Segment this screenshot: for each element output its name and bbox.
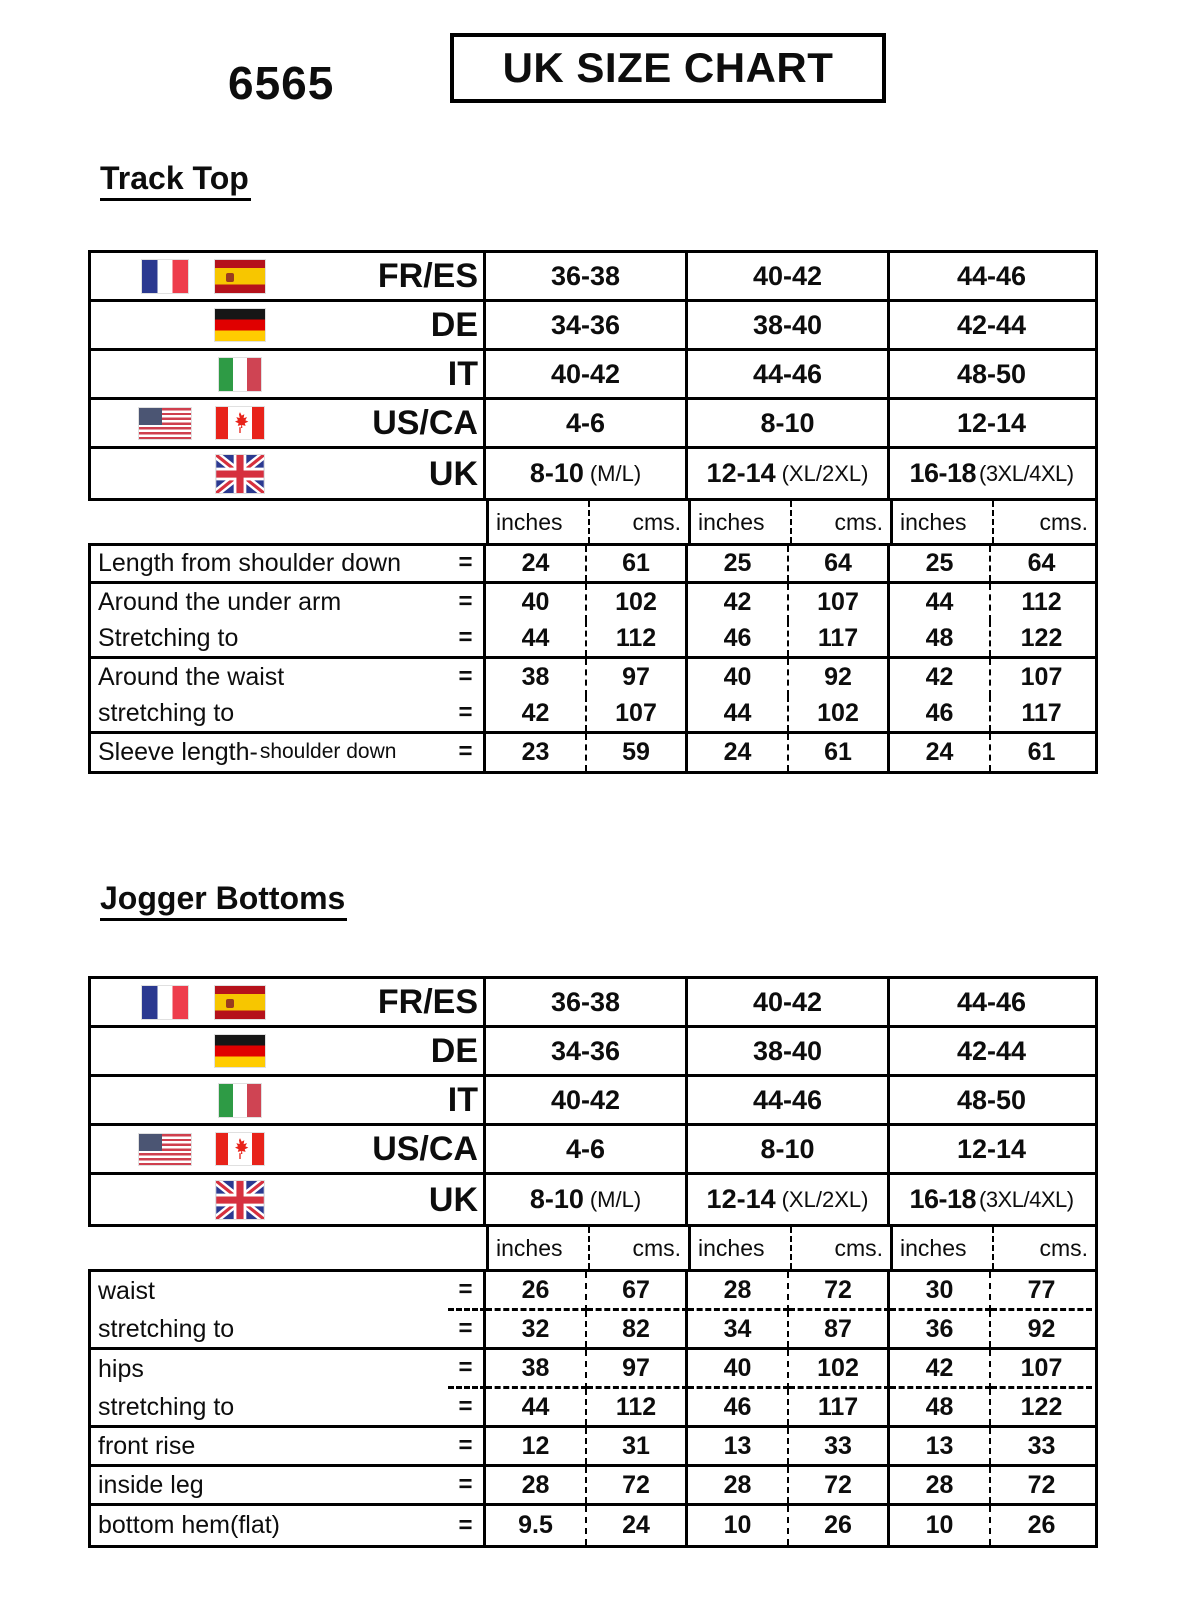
uk-flag-icon <box>216 1181 264 1219</box>
region-row-us-ca <box>91 1126 1095 1175</box>
region-code: UK <box>428 1180 478 1219</box>
germany-flag-icon <box>215 1035 265 1067</box>
measurement-label: Stretching to <box>98 623 239 652</box>
size-cell: 16-18 (3XL/4XL) <box>909 1184 1074 1214</box>
measurement-value: 59 <box>587 734 688 772</box>
measurement-label: Length from shoulder down <box>98 548 401 577</box>
size-cell: 42-44 <box>956 1035 1027 1066</box>
measurement-value: 61 <box>789 734 890 772</box>
measurement-row <box>91 584 1095 622</box>
measurement-value: 23 <box>486 734 587 772</box>
measurement-value: 117 <box>1021 698 1062 727</box>
measurement-value: 44 <box>486 621 587 656</box>
region-label-cell <box>91 1126 486 1172</box>
measurement-value: 26 <box>1027 1511 1056 1539</box>
unit-header: inches <box>489 501 590 543</box>
measurement-value: 82 <box>587 1311 688 1347</box>
equals-sign: = <box>448 584 486 622</box>
size-cell: 44-46 <box>956 260 1027 291</box>
measurement-row <box>91 1467 1095 1506</box>
france-flag-icon <box>142 260 188 293</box>
measurement-value: 122 <box>1020 623 1063 652</box>
size-cell: 42-44 <box>956 309 1027 340</box>
equals-sign: = <box>448 659 486 697</box>
track-top-region-block <box>88 250 1098 501</box>
track-top-measurement-block <box>88 543 1098 774</box>
track-top-size-table <box>88 250 1098 774</box>
equals-sign: = <box>448 546 486 581</box>
measurement-row <box>91 1389 1095 1428</box>
region-label-cell <box>91 400 486 446</box>
size-cell: 34-36 <box>486 302 688 348</box>
measurement-value: 42 <box>688 584 789 622</box>
measurement-value: 28 <box>890 1467 991 1503</box>
region-row-uk <box>91 449 1095 498</box>
france-flag-icon <box>142 986 188 1019</box>
measurement-value: 28 <box>486 1467 587 1503</box>
unit-header: inches <box>893 501 994 543</box>
measurement-value: 97 <box>587 659 688 697</box>
size-cell: 44-46 <box>956 986 1027 1017</box>
equals-sign: = <box>448 1389 486 1425</box>
measurement-value: 97 <box>587 1350 688 1389</box>
size-cell: 40-42 <box>688 979 890 1025</box>
measurement-label: hips <box>98 1355 144 1383</box>
size-cell: 38-40 <box>688 302 890 348</box>
measurement-value: 33 <box>1027 1431 1056 1460</box>
measurement-value: 10 <box>688 1506 789 1545</box>
measurement-value: 122 <box>1020 1392 1063 1421</box>
size-cell: 12-14 (XL/2XL) <box>688 449 890 498</box>
germany-flag-icon <box>215 309 265 341</box>
region-row-de <box>91 1028 1095 1077</box>
size-cell: 8-10 <box>688 400 890 446</box>
measurement-value: 32 <box>486 1311 587 1347</box>
unit-header: inches <box>893 1227 994 1269</box>
region-label-cell <box>91 302 486 348</box>
measurement-value: 44 <box>890 584 991 622</box>
region-row-uk <box>91 1175 1095 1224</box>
region-code: IT <box>447 355 478 393</box>
region-code: FR/ES <box>377 983 478 1021</box>
region-row-it <box>91 351 1095 400</box>
measurement-value: 31 <box>587 1428 688 1464</box>
unit-header: inches <box>691 1227 792 1269</box>
region-code: DE <box>430 306 478 344</box>
measurement-value: 67 <box>587 1272 688 1311</box>
region-code: US/CA <box>372 404 478 442</box>
measurement-value: 92 <box>1027 1314 1056 1343</box>
measurement-label: waist <box>98 1277 155 1305</box>
measurement-value: 44 <box>486 1389 587 1425</box>
measurement-value: 87 <box>789 1311 890 1347</box>
measurement-row <box>91 1506 1095 1545</box>
unit-header: cms. <box>590 1227 691 1269</box>
measurement-value: 102 <box>587 584 688 622</box>
usa-flag-icon <box>139 1134 191 1165</box>
measurement-value: 25 <box>688 546 789 581</box>
measurement-label: front rise <box>98 1431 196 1460</box>
size-cell: 12-14 (XL/2XL) <box>688 1175 890 1224</box>
measurement-label: Around the under arm <box>98 587 342 616</box>
measurement-value: 48 <box>890 1389 991 1425</box>
size-cell: 40-42 <box>486 1077 688 1123</box>
region-label-cell <box>91 351 486 397</box>
measurement-label: stretching to <box>98 698 235 727</box>
region-code: IT <box>447 1081 478 1119</box>
jogger-region-block <box>88 976 1098 1227</box>
product-code: 6565 <box>228 57 335 109</box>
measurement-value: 40 <box>688 659 789 697</box>
region-row-de <box>91 302 1095 351</box>
size-cell: 48-50 <box>956 1084 1027 1115</box>
measurement-value: 38 <box>486 659 587 697</box>
uk-flag-icon <box>216 455 264 493</box>
jogger-bottoms-size-table <box>88 976 1098 1548</box>
unit-header: cms. <box>590 501 691 543</box>
size-cell: 4-6 <box>486 400 688 446</box>
measurement-value: 28 <box>688 1467 789 1503</box>
equals-sign: = <box>448 1428 486 1464</box>
spain-flag-icon <box>215 986 265 1019</box>
measurement-value: 26 <box>486 1272 587 1311</box>
measurement-value: 117 <box>789 1389 890 1425</box>
measurement-value: 46 <box>688 621 789 656</box>
measurement-value: 107 <box>789 584 890 622</box>
canada-flag-icon <box>216 1133 264 1165</box>
size-note: (M/L) <box>589 460 642 486</box>
unit-header: inches <box>489 1227 590 1269</box>
track-top-units-row <box>88 501 1098 543</box>
measurement-value: 46 <box>688 1389 789 1425</box>
measurement-row <box>91 696 1095 734</box>
measurement-value: 36 <box>890 1311 991 1347</box>
measurement-label: Sleeve length- shoulder down <box>98 737 397 766</box>
equals-sign: = <box>448 1467 486 1503</box>
measurement-value: 72 <box>789 1272 890 1311</box>
italy-flag-icon <box>219 1084 261 1117</box>
jogger-measurement-block <box>88 1269 1098 1548</box>
region-label-cell <box>91 1028 486 1074</box>
equals-sign: = <box>448 734 486 772</box>
measurement-value: 72 <box>789 1467 890 1503</box>
measurement-value: 24 <box>890 734 991 772</box>
size-cell: 36-38 <box>486 253 688 299</box>
measurement-row <box>91 1350 1095 1389</box>
region-row-it <box>91 1077 1095 1126</box>
measurement-value: 33 <box>789 1428 890 1464</box>
size-cell: 8-10 (M/L) <box>486 1175 688 1224</box>
equals-sign: = <box>448 1311 486 1347</box>
section-heading-jogger-bottoms: Jogger Bottoms <box>100 880 347 921</box>
measurement-value: 107 <box>587 696 688 731</box>
measurement-row <box>91 1311 1095 1350</box>
measurement-value: 40 <box>688 1350 789 1389</box>
measurement-value: 64 <box>789 546 890 581</box>
usa-flag-icon <box>139 408 191 439</box>
measurement-label: Around the waist <box>98 662 285 691</box>
size-cell: 40-42 <box>486 351 688 397</box>
size-cell: 40-42 <box>688 253 890 299</box>
region-code: DE <box>430 1032 478 1070</box>
page-title: UK SIZE CHART <box>502 44 834 91</box>
measurement-row <box>91 546 1095 584</box>
size-cell: 8-10 <box>688 1126 890 1172</box>
measurement-value: 24 <box>486 546 587 581</box>
measurement-value: 9.5 <box>486 1506 587 1545</box>
size-cell: 8-10 (M/L) <box>486 449 688 498</box>
measurement-row <box>91 659 1095 697</box>
size-note: (XL/2XL) <box>781 460 869 486</box>
measurement-value: 112 <box>1021 587 1062 616</box>
equals-sign: = <box>448 1506 486 1545</box>
region-label-cell <box>91 1077 486 1123</box>
measurement-value: 13 <box>688 1428 789 1464</box>
italy-flag-icon <box>219 358 261 391</box>
size-cell: 38-40 <box>688 1028 890 1074</box>
measurement-value: 10 <box>890 1506 991 1545</box>
size-cell: 4-6 <box>486 1126 688 1172</box>
measurement-value: 77 <box>991 1272 1092 1311</box>
measurement-value: 26 <box>789 1506 890 1545</box>
unit-header: cms. <box>792 501 893 543</box>
region-code: FR/ES <box>377 257 478 295</box>
size-note: (M/L) <box>589 1186 642 1212</box>
measurement-value: 107 <box>1020 662 1063 691</box>
unit-header: cms. <box>792 1227 893 1269</box>
measurement-value: 112 <box>587 1389 688 1425</box>
measurement-value: 24 <box>587 1506 688 1545</box>
measurement-label: stretching to <box>98 1314 235 1343</box>
section-heading-track-top: Track Top <box>100 160 251 201</box>
region-label-cell <box>91 253 486 299</box>
measurement-value: 107 <box>991 1350 1092 1389</box>
measurement-value: 42 <box>486 696 587 731</box>
measurement-value: 102 <box>789 1350 890 1389</box>
measurement-value: 72 <box>587 1467 688 1503</box>
measurement-value: 44 <box>688 696 789 731</box>
measurement-value: 38 <box>486 1350 587 1389</box>
region-label-cell <box>91 1175 486 1224</box>
region-row-fr-es <box>91 979 1095 1028</box>
region-label-cell <box>91 449 486 498</box>
region-row-us-ca <box>91 400 1095 449</box>
measurement-value: 117 <box>789 621 890 656</box>
equals-sign: = <box>448 1350 486 1389</box>
measurement-value: 42 <box>890 1350 991 1389</box>
measurement-value: 24 <box>688 734 789 772</box>
measurement-value: 46 <box>890 696 991 731</box>
size-cell: 16-18 (3XL/4XL) <box>909 458 1074 488</box>
size-cell: 36-38 <box>486 979 688 1025</box>
measurement-label: stretching to <box>98 1392 235 1421</box>
measurement-value: 112 <box>587 621 688 656</box>
equals-sign: = <box>448 696 486 731</box>
measurement-value: 61 <box>587 546 688 581</box>
measurement-row <box>91 734 1095 772</box>
measurement-value: 72 <box>1027 1470 1056 1499</box>
measurement-value: 34 <box>688 1311 789 1347</box>
unit-header: cms. <box>1039 1234 1088 1261</box>
measurement-value: 42 <box>890 659 991 697</box>
size-cell: 34-36 <box>486 1028 688 1074</box>
measurement-row <box>91 621 1095 659</box>
size-cell: 48-50 <box>956 358 1027 389</box>
measurement-value: 102 <box>789 696 890 731</box>
size-cell: 44-46 <box>688 351 890 397</box>
measurement-row <box>91 1272 1095 1311</box>
measurement-value: 13 <box>890 1428 991 1464</box>
size-cell: 12-14 <box>956 1133 1027 1164</box>
size-note: (3XL/4XL) <box>979 1186 1074 1212</box>
measurement-value: 28 <box>688 1272 789 1311</box>
measurement-label: inside leg <box>98 1470 204 1499</box>
size-cell: 12-14 <box>956 407 1027 438</box>
measurement-value: 12 <box>486 1428 587 1464</box>
region-row-fr-es <box>91 253 1095 302</box>
measurement-label: bottom hem(flat) <box>98 1511 281 1539</box>
measurement-value: 40 <box>486 584 587 622</box>
size-note: (XL/2XL) <box>781 1186 869 1212</box>
size-note: (3XL/4XL) <box>979 460 1074 486</box>
region-label-cell <box>91 979 486 1025</box>
measurement-value: 48 <box>890 621 991 656</box>
measurement-row <box>91 1428 1095 1467</box>
unit-header: inches <box>691 501 792 543</box>
equals-sign: = <box>448 1272 486 1311</box>
size-cell: 44-46 <box>688 1077 890 1123</box>
spain-flag-icon <box>215 260 265 293</box>
region-code: US/CA <box>372 1130 478 1168</box>
equals-sign: = <box>448 621 486 656</box>
measurement-value: 92 <box>789 659 890 697</box>
unit-header: cms. <box>1039 508 1088 535</box>
region-code: UK <box>428 454 478 493</box>
measurement-value: 30 <box>890 1272 991 1311</box>
jogger-units-row <box>88 1227 1098 1269</box>
measurement-value: 61 <box>1027 737 1056 766</box>
title-box <box>450 33 886 103</box>
canada-flag-icon <box>216 407 264 439</box>
measurement-value: 64 <box>1027 548 1056 577</box>
measurement-value: 25 <box>890 546 991 581</box>
